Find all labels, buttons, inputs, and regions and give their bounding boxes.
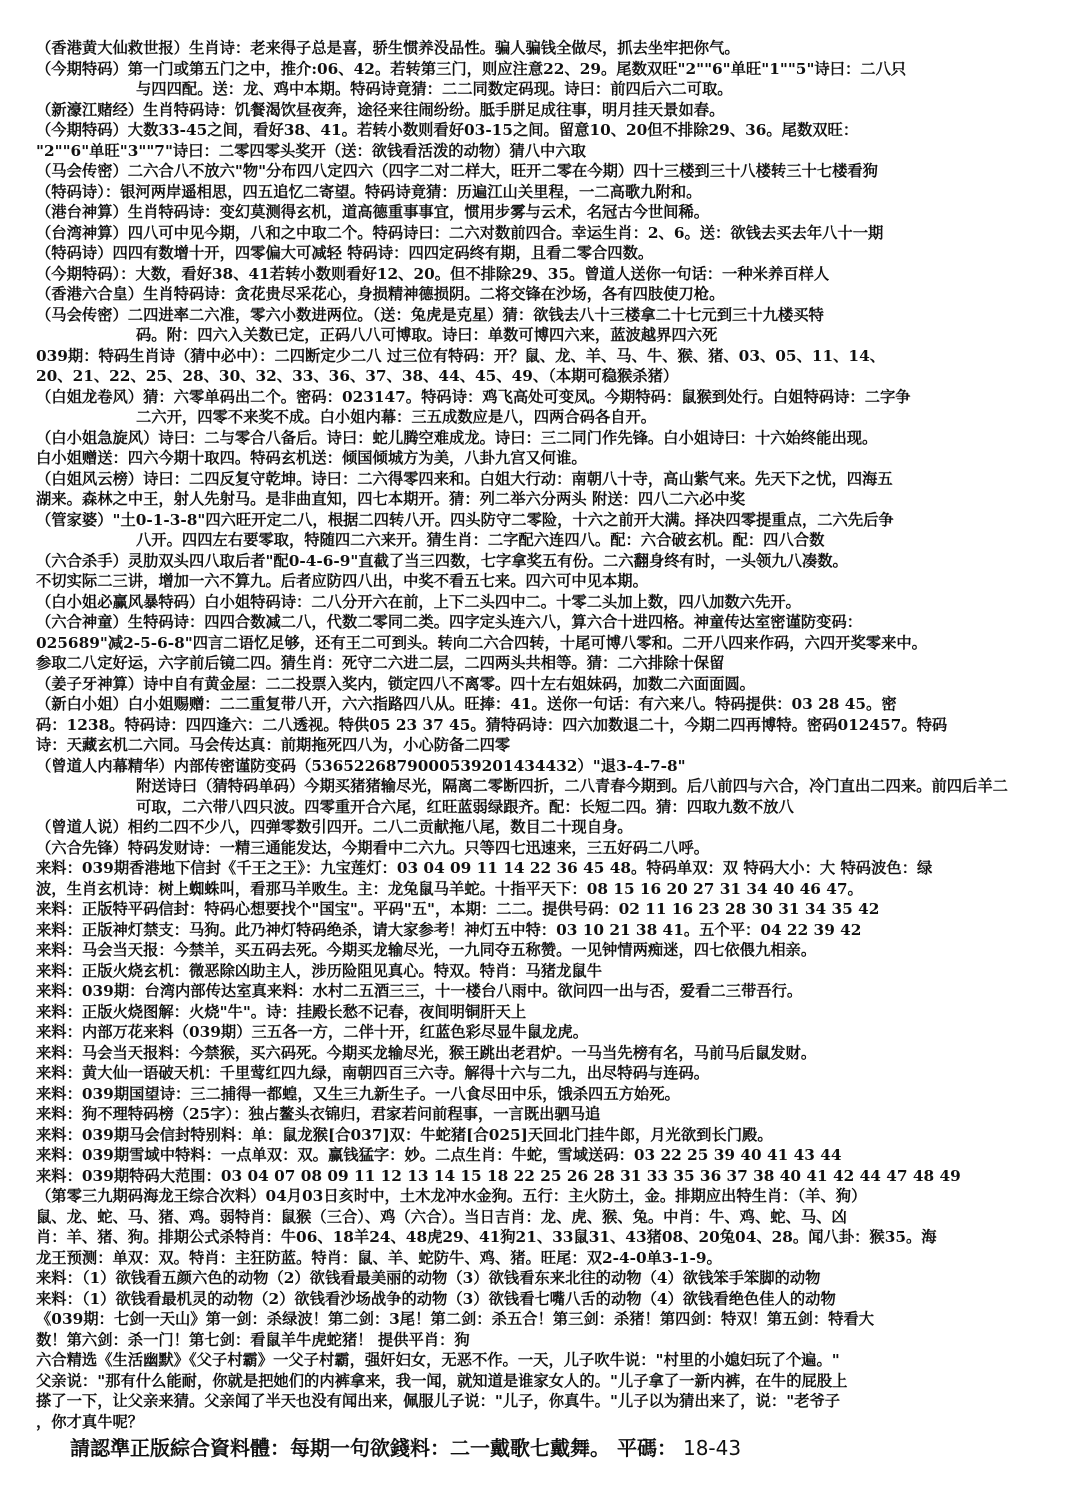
text-line: （姜子牙神算）诗中自有黄金屋：二二投票入奖内，锁定四八不离零。四十左右姐妹码，加数二六面面圆。 — [36, 674, 755, 693]
text-line: 20、21、22、25、28、30、32、33、36、37、38、44、45、49、（本期可稳猴杀猪） — [36, 367, 679, 385]
text-line: 搽了一下，让父亲来猜。父亲闻了半天也没有闻出来，佩服儿子说："儿子，你真牛。"儿子以为猜出来了，说："老爷子 — [36, 1392, 841, 1410]
text-line: 八开。四四左右要零取，特随四二六来开。猜生肖：二字配六连四八。配：六合破玄机。配：四八合数 — [136, 531, 825, 549]
text-line: （特码诗）四四有数增十开，四零偏大可减轻 特码诗：四四定码终有期，且看二零合四数。 — [36, 244, 654, 262]
text-line: （曾道人内幕精华）内部传密谨防变码（5365226879000539201434432）"退3-4-7-8" — [36, 756, 686, 775]
text-line: 来料：正版火烧图解：火烧"牛"。诗：挂殿长愁不记春，夜间明铜肝天上 — [36, 1002, 527, 1021]
text-line: 龙王预测：单双：双。特肖：主狂防蓝。特肖：鼠、羊、蛇防牛、鸡、猪。旺尾：双2-4-0单3-1-9。 — [36, 1248, 722, 1267]
text-line: （今期特码）第一门或第五门之中，推介:06、42。若转第三门，则应注意22、29。尾数双旺"2""6"单旺"1""5"诗曰：二八只 — [36, 59, 907, 78]
text-line: 来料：039期马会信封特别料：单：鼠龙猴[合037]双：牛蛇猪[合025]天回北门挂牛郎，月光欲到长门殿。 — [36, 1125, 773, 1144]
text-line: （特码诗）：银河两岸遥相思，四五追忆二寄望。特码诗竟猜：历遍江山关里程，一二高歌九附和。 — [36, 182, 702, 201]
text-line: 来料：039期香港地下信封《千王之王》：九宝莲灯：03 04 09 11 14 22 36 45 48。特码单双：双 特码大小：大 特码波色：绿 — [36, 859, 933, 877]
footer-text: 請認準正版綜合資料體：每期一句欲錢料：二一戴歌七戴舞。 平碼： — [70, 1436, 677, 1460]
text-line: （今期特码）大数33-45之间，看好38、41。若转小数则看好03-15之间。留意10、20但不排除29、36。尾数双旺： — [36, 121, 859, 139]
text-line: 六合精选《生活幽默》《父子村霸》一父子村霸，强奸妇女，无恶不作。一天，儿子吹牛说："村里的小媳妇玩了个遍。" — [36, 1351, 840, 1369]
text-line: （白小姐急旋风）诗曰：二与零合八备后。诗曰：蛇儿腾空难成龙。诗曰：三二同门作先锋。白小姐诗曰：十六始终能出现。 — [36, 428, 878, 447]
text-lines — [36, 38, 1039, 1432]
text-line: 码。附：四六入关数已定，正码八八可博取。诗曰：单数可博四六来，蓝波越界四六死 — [136, 326, 718, 344]
footer-line — [70, 1438, 1030, 1459]
text-line: 来料：（1）欲钱看最机灵的动物（2）欲钱看沙场战争的动物（3）欲钱看七嘴八舌的动物（4）欲钱看绝色佳人的动物 — [36, 1289, 836, 1308]
text-line: 附送诗曰（猜特码单码）今期买猪猪输尽光，隔离二零断四折，二八青春今期到。后八前四与六合，冷门直出二四来。前四后羊二 — [136, 777, 1008, 795]
text-line: 来料：039期国望诗：三二捕得一都蝗，又生三九新生子。一八食尽田中乐，饿杀四五方始死。 — [36, 1084, 680, 1103]
text-line: 《039期：七剑一天山》第一剑：杀绿波！第二剑：3尾！第二剑：杀五合！第三剑：杀猪！第四剑：特双！第五剑：特看大 — [36, 1310, 875, 1328]
text-line: 来料：内部万花来料（039期）三五各一方，二伴十开，红蓝色彩尽显牛鼠龙虎。 — [36, 1023, 589, 1041]
text-line: "2""6"单旺"3""7"诗曰：二零四零头奖开（送：欲钱看活泼的动物）猜八中六取 — [36, 141, 586, 160]
text-line: （新白小姐）白小姐赐赠：二二重复带八开，六六指路四八从。旺捧：41。送你一句话：有六来八。特码提供：03 28 45。密 — [36, 695, 897, 713]
text-line: 诗：天藏玄机二六同。马会传达真：前期拖死四八为，小心防备二四零 — [36, 736, 511, 754]
text-line: 数！第六剑：杀一门！第七剑：看鼠羊牛虎蛇猪！ 提供平肖：狗 — [36, 1330, 470, 1349]
text-line: 来料：正版火烧玄机：微恶除凶助主人，涉历险阻见真心。特双。特肖：马猪龙鼠牛 — [36, 961, 602, 980]
text-line: 来料：039期特码大范围：03 04 07 08 09 11 12 13 14 15 18 22 25 26 28 31 33 35 36 37 38 40 41 42 44 47 48 49 — [36, 1166, 961, 1185]
text-line: （今期特码）：大数，看好38、41若转小数则看好12、20。但不排除29、35。曾道人送你一句话：一种米养百样人 — [36, 264, 830, 283]
text-line: （马会传密）二六合八不放六"物"分布四八定四六（四字二对二样大，旺开二零在今期）四十三楼到三十八楼转三十七楼看狗 — [36, 162, 878, 180]
text-line: 来料：黄大仙一语破天机：千里莺红四九绿，南朝四百三六寺。解得十六与二九，出尽特码与连码。 — [36, 1064, 710, 1082]
text-line: 参取二八定好运，六字前后镜二四。猜生肖：死守二六进二层，二四两头共相等。猜：二六排除十保留 — [36, 654, 725, 672]
text-line: 来料：狗不理特码榜（25字）：独占鳌头衣锦归，君家若问前程事，一言既出驷马追 — [36, 1105, 601, 1123]
text-line: 可取，二六带八四只波。四零重开合六尾，红旺蓝弱绿跟齐。配：长短二四。猜：四取九数不放八 — [136, 797, 794, 816]
text-line: （白姐风云榜）诗曰：二四反复守乾坤。诗曰：二六得零四来和。白姐大行动：南朝八十寺，高山紫气来。先天下之忧，四海五 — [36, 469, 893, 488]
text-line: 来料：正版特平码信封：特码心想要找个"国宝"。平码"五"，本期：二二。提供号码：02 11 16 23 28 30 31 34 35 42 — [36, 900, 880, 918]
text-line: 不切实际二三讲，增加一六不算九。后者应防四八出，中奖不看五七来。四六可中见本期。 — [36, 572, 648, 590]
text-line: （白姐龙卷风）猜：六零单码出二个。密码：023147。特码诗：鸡飞高处可变凤。今期特码：鼠猴到处行。白姐特码诗：二字争 — [36, 387, 911, 406]
text-line: 来料：039期雪域中特料：一点单双：双。赢钱猛字：妙。二点生肖：牛蛇，雪域送码：03 22 25 39 40 41 43 44 — [36, 1146, 842, 1164]
text-line: 来料：马会当天报：今禁羊，买五码去死。今期买龙输尽光，一九同夺五称赞。一见钟情两痴迷，四七依偎九相亲。 — [36, 941, 817, 959]
text-line: （曾道人说）相约二四不少八，四弹零数引四开。二八二贡献拖八尾，数目二十现自身。 — [36, 818, 633, 836]
text-line: （台湾神算）四八可中见今期，八和之中取二个。特码诗曰：二六对数前四合。幸运生肖：2、6。送：欲钱去买去年八十一期 — [36, 223, 884, 242]
text-line: （第零三九期码海龙王综合次料）04月03日亥时中，土木龙冲水金狗。五行：主火防土，金。排期应出特生肖：（羊、狗） — [36, 1187, 867, 1205]
text-line: 二六开，四零不来奖不成。白小姐内幕：三五成数应是八，四两合码各自开。 — [136, 408, 657, 426]
text-line: 父亲说："那有什么能耐，你就是把她们的内裤拿来，我一闻，就知道是谁家女人的。"儿子拿了一新内裤，在牛的屁股上 — [36, 1371, 848, 1390]
text-line: ，你才真牛呢？ — [36, 1412, 144, 1431]
text-line: 鼠、龙、蛇、马、猪、鸡。弱特肖：鼠猴（三合）、鸡（六合）。当日吉肖：龙、虎、猴、兔。中肖：牛、鸡、蛇、马、凶 — [36, 1207, 847, 1226]
text-line: （管家婆）"土0-1-3-8"四六旺开定二八，根据二四转八开。四头防守二零险，十六之前开大满。择决四零提重点，二六先后争 — [36, 510, 894, 529]
text-line: 湖来。森林之中王，射人先射马。是非曲直知，四七本期开。猜：列二举六分两头 附送：四八二六必中奖 — [36, 490, 745, 508]
text-line: 来料：马会当天报料：今禁猴，买六码死。今期买龙输尽光，猴王跳出老君炉。一马当先榜有名，马前马后鼠发财。 — [36, 1043, 817, 1062]
text-line: 码：1238。特码诗：四四逢六：二八透视。特供05 23 37 45。猜特码诗：四六加数退二十，今期二四再博特。密码012457。特码 — [36, 715, 948, 734]
text-line: 来料：正版神灯禁支：马狗。此乃神灯特码绝杀，请大家参考！神灯五中特：03 10 21 38 41。五个平：04 22 39 42 — [36, 920, 862, 939]
text-line: （六合杀手）灵肋双头四八取后者"配0-4-6-9"直截了当三四数，七字拿奖五有份。二六翻身终有时，一头领九八凑数。 — [36, 551, 848, 570]
text-line: 肖：羊、猪、狗。排期公式杀特肖：牛06、18羊24、48虎29、41狗21、33鼠31、43猪08、20兔04、28。闻八卦：猴35。海 — [36, 1228, 937, 1246]
text-line: （香港六合皇）生肖特码诗：贪花贵尽采花心，身损精神德损阴。二将交锋在沙场，各有四肢使刀枪。 — [36, 285, 725, 303]
text-line: （新濠江赌经）生肖特码诗：饥餐渴饮昼夜奔，途径来往闹纷纷。胝手胼足成往事，明月挂天景如春。 — [36, 100, 725, 119]
text-line: （六合先锋）特码发财诗：一精三通能发达，今期看中二六九。只等四七迅速来，三五好码二八呼。 — [36, 838, 710, 857]
text-line: 025689"减2-5-6-8"四言二语忆足够，还有王二可到头。转向二六合四转，十尾可博八零和。二开八四来作码，六四开奖零来中。 — [36, 633, 927, 652]
text-line: 与四四配。送：龙、鸡中本期。特码诗竟猜：二二同数定码现。诗曰：前四后六二可取。 — [136, 80, 733, 98]
text-line: （港台神算）生肖特码诗：变幻莫测得玄机，道高德重事事宜，惯用步雾与云术，名冠古今世间稀。 — [36, 203, 710, 221]
footer-ping-ma: 18-43 — [682, 1436, 742, 1460]
text-line: 039期：特码生肖诗（猜中必中）：二四断定少二八 过三位有特码：开？鼠、龙、羊、马、牛、猴、猪、03、05、11、14、 — [36, 346, 886, 365]
text-line: （香港黄大仙救世报）生肖诗：老来得子总是喜，骄生惯养没品性。骗人骗钱全做尽，抓去坐牢把你气。 — [36, 39, 740, 57]
text-line: 来料：039期：台湾内部传达室真来料：水村二五酒三三，十一楼台八雨中。欲问四一出与否，爱看二三带吾行。 — [36, 982, 803, 1000]
text-line: （六合神童）生特码诗：四四合数减二八，代数二零同二类。四字定头连六八，算六合十进四格。神童传达室密谨防变码： — [36, 613, 863, 631]
text-line: 白小姐赠送：四六今期十取四。特码玄机送：倾国倾城方为美，八卦九宫又何谁。 — [36, 449, 587, 467]
text-line: （马会传密）二四进率二六准，零六小数进两位。（送：兔虎是克星）猜：欲钱去八十三楼拿二十七元到三十九楼买特 — [36, 305, 824, 324]
text-line: 来料：（1）欲钱看五颜六色的动物（2）欲钱看最美丽的动物（3）欲钱看东来北往的动物（4）欲钱笨手笨脚的动物 — [36, 1269, 821, 1287]
text-line: 波，生肖玄机诗：树上蜘蛛叫，看那马羊败生。主：龙兔鼠马羊蛇。十指平天下：08 15 16 20 27 31 34 40 46 47。 — [36, 879, 863, 898]
text-line: （白小姐必赢风暴特码）白小姐特码诗：二八分开六在前，上下二头四中二。十零二头加上数，四八加数六先开。 — [36, 592, 801, 611]
